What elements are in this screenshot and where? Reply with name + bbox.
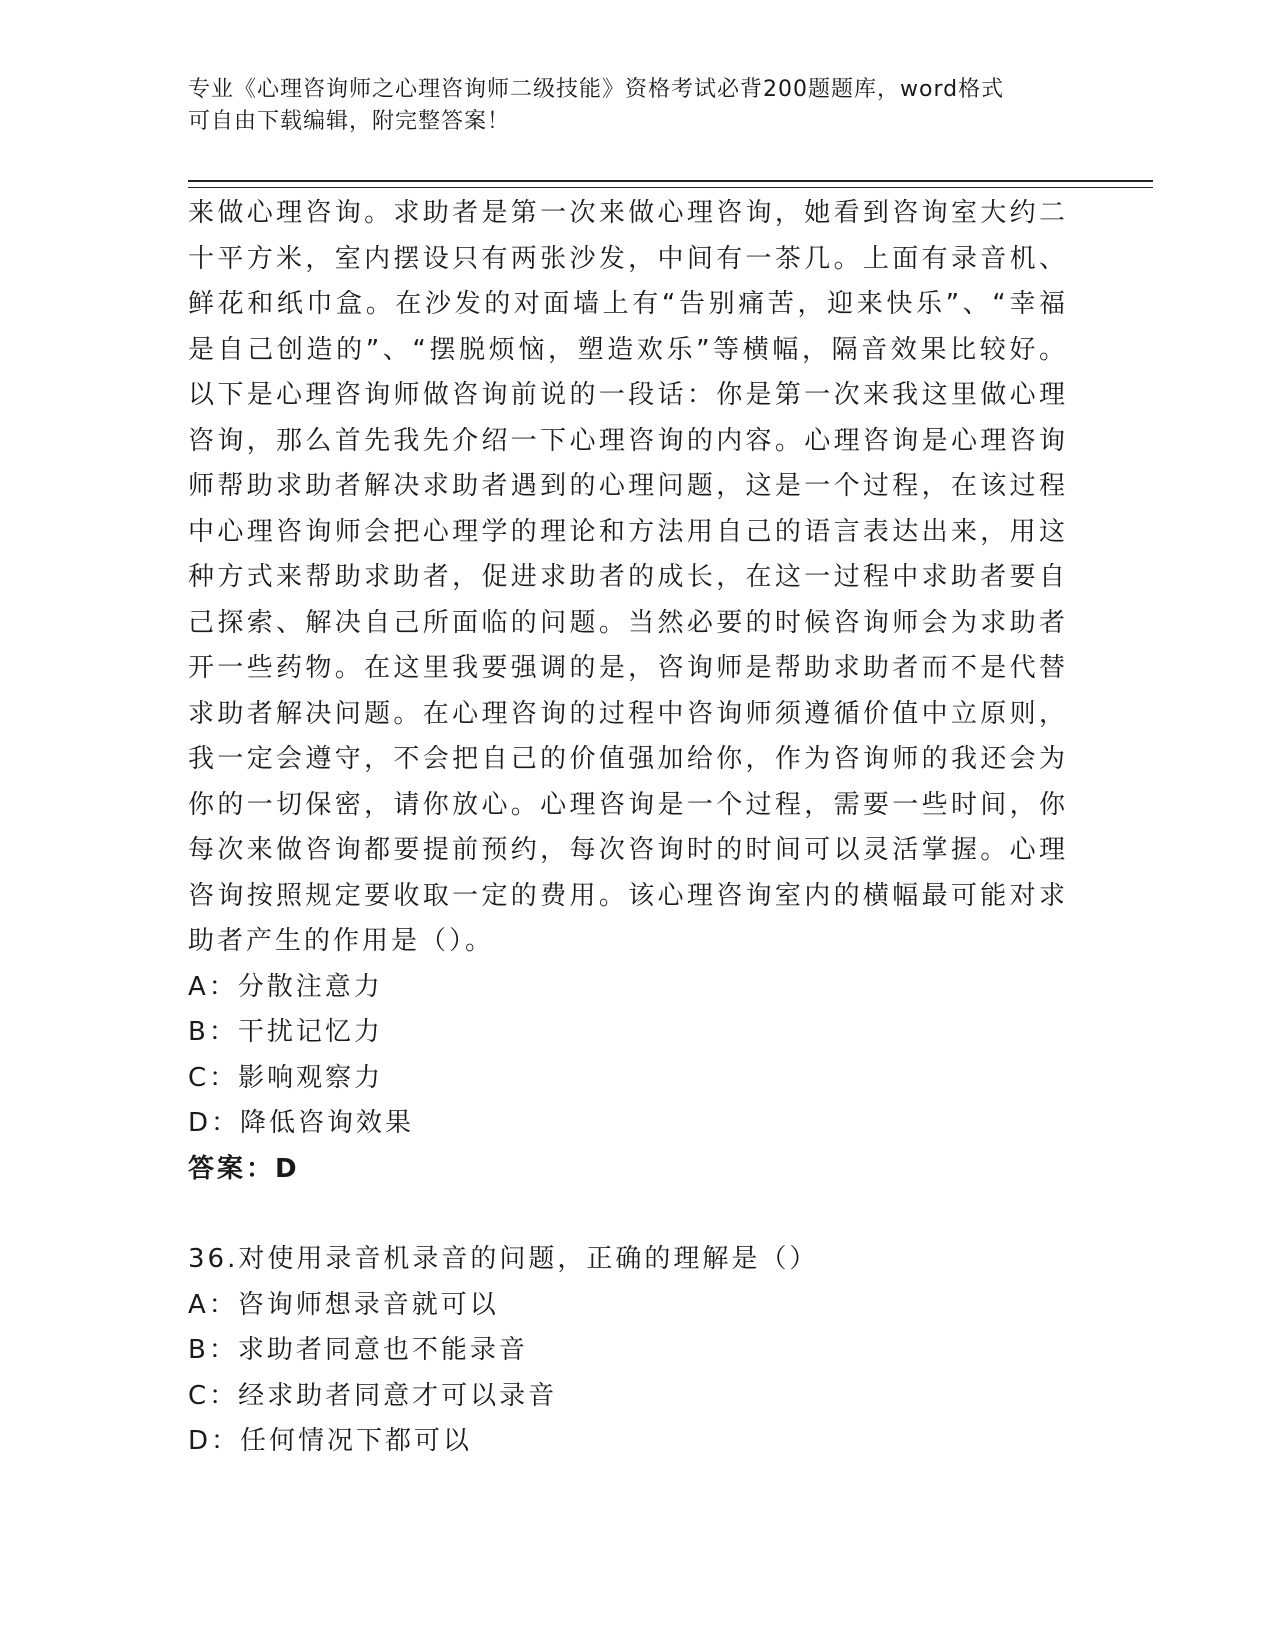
header-title-line-2: 可自由下载编辑，附完整答案！: [188, 109, 511, 134]
header-divider: [188, 180, 1153, 188]
question-36-option-a: A：咨询师想录音就可以: [188, 1289, 499, 1320]
question-35-option-d: D：降低咨询效果: [188, 1108, 415, 1138]
question-35-option-c: C：影响观察力: [188, 1062, 384, 1093]
question-36-option-c: C：经求助者同意才可以录音: [188, 1380, 558, 1411]
question-36-option-d: D：任何情况下都可以: [188, 1426, 473, 1456]
question-35-text: 来做心理咨询。求助者是第一次来做心理咨询，她看到咨询室大约二十平方米，室内摆设只有两张沙发，中间有一茶几。上面有录音机、鲜花和纸巾盒。在沙发的对面墙上有“告别痛苦，迎来快乐”、“幸福是自己创造的”、“摆脱烦恼，塑造欢乐”等横幅，隔音效果比较好。以下是心理咨询师做咨询前说的一段话：你是第一次来我这里做心理咨询，那么首先我先介绍一下心理咨询的内容。心理咨询是心理咨询师帮助求助者解决求助者遇到的心理问题，这是一个过程，在该过程中心理咨询师会把心理学的理论和方法用自己的语言表达出来，用这种方式来帮助求助者，促进求助者的成长，在这一过程中求助者要自己探索、解决自己所面临的问题。当然必要的时候咨询师会为求助者开一些药物。在这里我要强调的是，咨询师是帮助求助者而不是代替求助者解决问题。在心理咨询的过程中咨询师须遵循价值中立原则，我一定会遵守，不会把自己的价值强加给你，作为咨询师的我还会为你的一切保密，请你放心。心理咨询是一个过程，需要一些时间，你每次来做咨询都要提前预约，每次咨询时的时间可以灵活掌握。心理咨询按照规定要收取一定的费用。该心理咨询室内的横幅最可能对求助者产生的作用是（）。: [188, 198, 1068, 956]
header-title-line-1: 专业《心理咨询师之心理咨询师二级技能》资格考试必背200题题库，word格式: [188, 77, 1005, 102]
document-body: [188, 191, 1068, 1465]
question-36-title: 36.对使用录音机录音的问题，正确的理解是（）: [188, 1244, 819, 1274]
question-35-option-b: B：干扰记忆力: [188, 1017, 383, 1047]
question-36-option-b: B：求助者同意也不能录音: [188, 1335, 528, 1365]
question-spacer: [188, 1192, 1068, 1237]
document-header: [188, 74, 1068, 138]
question-35-option-a: A：分散注意力: [188, 971, 383, 1002]
question-35-answer: 答案：D: [188, 1153, 300, 1184]
